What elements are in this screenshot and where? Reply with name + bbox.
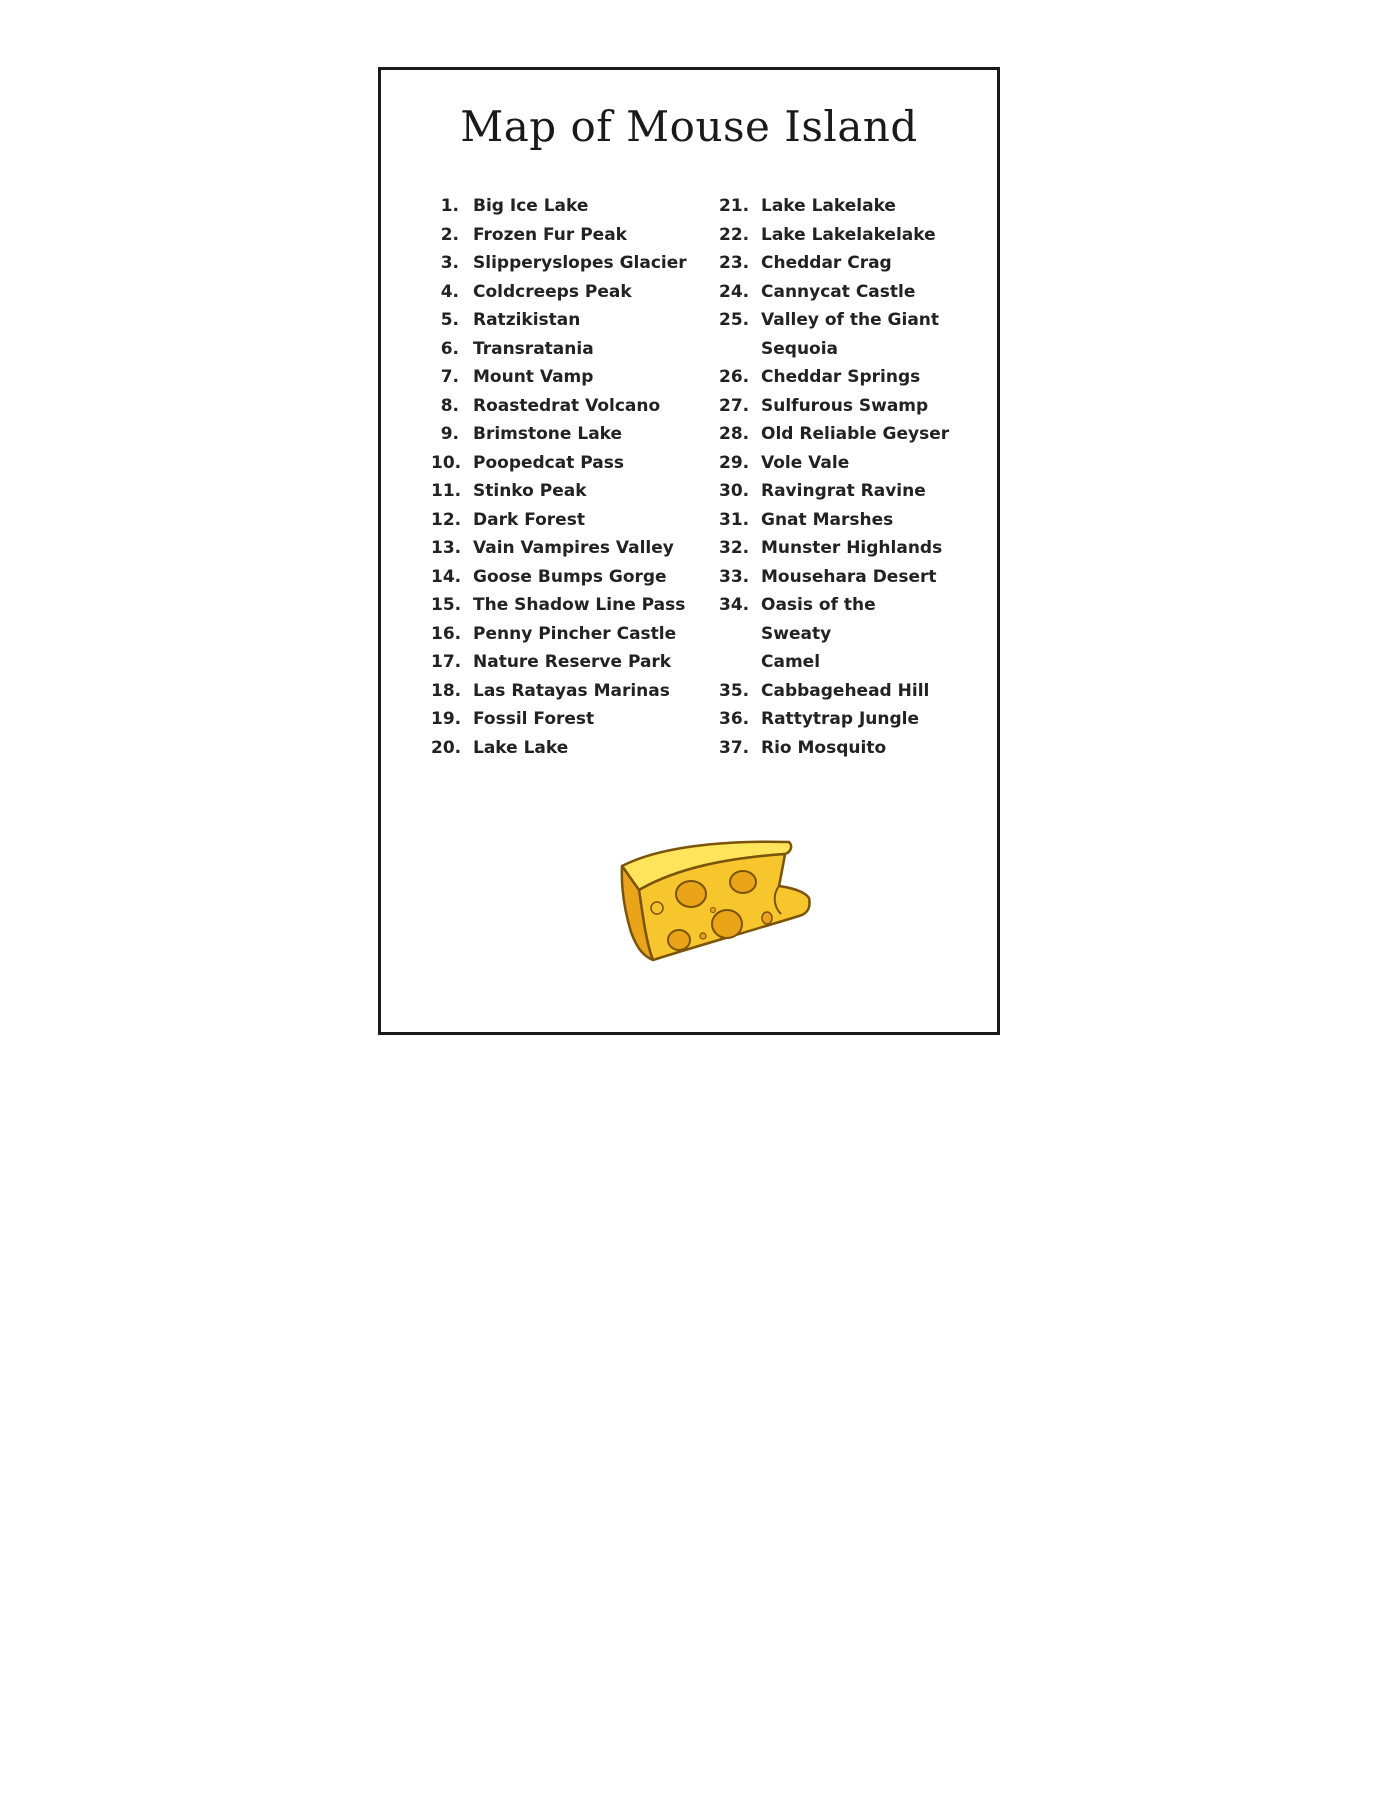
item-number: 36. (719, 709, 750, 729)
item-name: Gnat Marshes (761, 509, 894, 530)
item-name: Poopedcat Pass (473, 452, 624, 473)
item-number: 31. (719, 509, 750, 530)
list-item (719, 734, 989, 763)
item-number: 8. (440, 395, 459, 416)
cheese-hole (676, 881, 706, 907)
cheese-hole (651, 902, 663, 914)
item-name: Oasis of the Sweaty Camel (761, 595, 876, 672)
list-item (719, 591, 989, 677)
list-item (431, 506, 691, 535)
list-item (431, 677, 691, 706)
item-name: Cannycat Castle (761, 281, 916, 302)
list-item (431, 278, 691, 307)
item-name: Transratania (473, 338, 594, 359)
item-number: 37. (719, 737, 750, 758)
item-name: Goose Bumps Gorge (473, 566, 667, 587)
list-item (431, 449, 691, 478)
list-item (431, 534, 691, 563)
list-item (719, 306, 989, 363)
item-name: Nature Reserve Park (473, 652, 672, 672)
item-number: 32. (719, 538, 750, 558)
item-name: Las Ratayas Marinas (473, 680, 670, 701)
item-name: Coldcreeps Peak (473, 281, 632, 302)
item-number: 4. (440, 281, 459, 302)
item-number: 6. (440, 338, 459, 359)
list-item (431, 648, 691, 677)
item-name: Lake Lake (473, 737, 569, 758)
list-item (431, 734, 691, 763)
list-item (719, 477, 989, 506)
list-item (431, 363, 691, 392)
item-name: Cabbagehead Hill (761, 680, 930, 701)
item-number: 25. (719, 310, 750, 330)
item-number: 2. (440, 224, 459, 245)
list-item (719, 705, 989, 734)
item-number: 20. (431, 737, 462, 758)
cheese-hole (762, 912, 772, 924)
list-item (431, 477, 691, 506)
item-number: 35. (719, 680, 750, 701)
item-number: 30. (719, 481, 750, 501)
item-number: 34. (719, 595, 750, 615)
item-name: Fossil Forest (473, 709, 595, 729)
list-item (431, 221, 691, 250)
map-legend-card (378, 67, 1000, 1035)
list-item (719, 221, 989, 250)
cheese-hole (668, 930, 690, 950)
item-name: Ratzikistan (473, 310, 581, 330)
item-number: 12. (431, 509, 462, 530)
item-name: Munster Highlands (761, 538, 943, 558)
item-number: 7. (440, 367, 459, 387)
item-name: Old Reliable Geyser (761, 424, 950, 444)
item-number: 1. (440, 196, 459, 216)
item-name: Vain Vampires Valley (473, 538, 674, 558)
item-name: Lake Lakelakelake (761, 224, 936, 245)
item-number: 17. (431, 652, 462, 672)
list-item (431, 335, 691, 364)
legend-list-right (719, 192, 989, 762)
item-name: The Shadow Line Pass (473, 595, 686, 615)
item-name: Rio Mosquito (761, 737, 887, 758)
list-item (431, 392, 691, 421)
item-name: Cheddar Crag (761, 253, 892, 273)
item-name: Dark Forest (473, 509, 585, 530)
item-name: Cheddar Springs (761, 367, 921, 387)
item-name: Vole Vale (761, 452, 850, 473)
legend-list-left (431, 192, 691, 762)
cheese-icon (567, 828, 817, 978)
item-number: 3. (440, 253, 459, 273)
item-number: 22. (719, 224, 750, 245)
list-item (719, 449, 989, 478)
list-item (431, 620, 691, 649)
list-item (431, 192, 691, 221)
list-item (719, 563, 989, 592)
item-number: 21. (719, 196, 750, 216)
item-name: Big Ice Lake (473, 196, 589, 216)
list-item (431, 420, 691, 449)
item-name: Brimstone Lake (473, 424, 623, 444)
item-name: Rattytrap Jungle (761, 709, 920, 729)
item-number: 33. (719, 566, 750, 587)
cheese-hole (700, 933, 706, 939)
list-item (719, 363, 989, 392)
item-number: 18. (431, 680, 462, 701)
item-number: 23. (719, 253, 750, 273)
cheese-hole (711, 908, 716, 913)
item-name: Lake Lakelake (761, 196, 896, 216)
item-number: 10. (431, 452, 462, 473)
item-number: 29. (719, 452, 750, 473)
list-item (719, 677, 989, 706)
cheese-hole (712, 910, 742, 938)
item-number: 13. (431, 538, 462, 558)
item-number: 28. (719, 424, 750, 444)
item-name: Mousehara Desert (761, 566, 937, 587)
cheese-hole (730, 871, 756, 893)
item-number: 27. (719, 395, 750, 416)
item-number: 9. (440, 424, 459, 444)
item-number: 24. (719, 281, 750, 302)
item-number: 16. (431, 623, 462, 644)
list-item (719, 192, 989, 221)
list-item (719, 392, 989, 421)
item-number: 11. (431, 481, 462, 501)
list-item (431, 705, 691, 734)
item-name: Slipperyslopes Glacier (473, 253, 687, 273)
list-item (431, 306, 691, 335)
item-number: 26. (719, 367, 750, 387)
item-name: Stinko Peak (473, 481, 587, 501)
list-item (719, 534, 989, 563)
list-item (719, 420, 989, 449)
page-title: Map of Mouse Island (460, 102, 918, 151)
item-name: Mount Vamp (473, 367, 594, 387)
item-name: Valley of the Giant Sequoia (761, 310, 940, 359)
item-name: Ravingrat Ravine (761, 481, 926, 501)
item-number: 19. (431, 709, 462, 729)
item-name: Frozen Fur Peak (473, 224, 627, 245)
item-number: 5. (440, 310, 459, 330)
item-name: Roastedrat Volcano (473, 395, 661, 416)
list-item (431, 249, 691, 278)
list-item (719, 506, 989, 535)
list-item (719, 278, 989, 307)
list-item (719, 249, 989, 278)
item-name: Sulfurous Swamp (761, 395, 929, 416)
item-name: Penny Pincher Castle (473, 623, 677, 644)
item-number: 14. (431, 566, 462, 587)
list-item (431, 563, 691, 592)
item-number: 15. (431, 595, 462, 615)
list-item (431, 591, 691, 620)
